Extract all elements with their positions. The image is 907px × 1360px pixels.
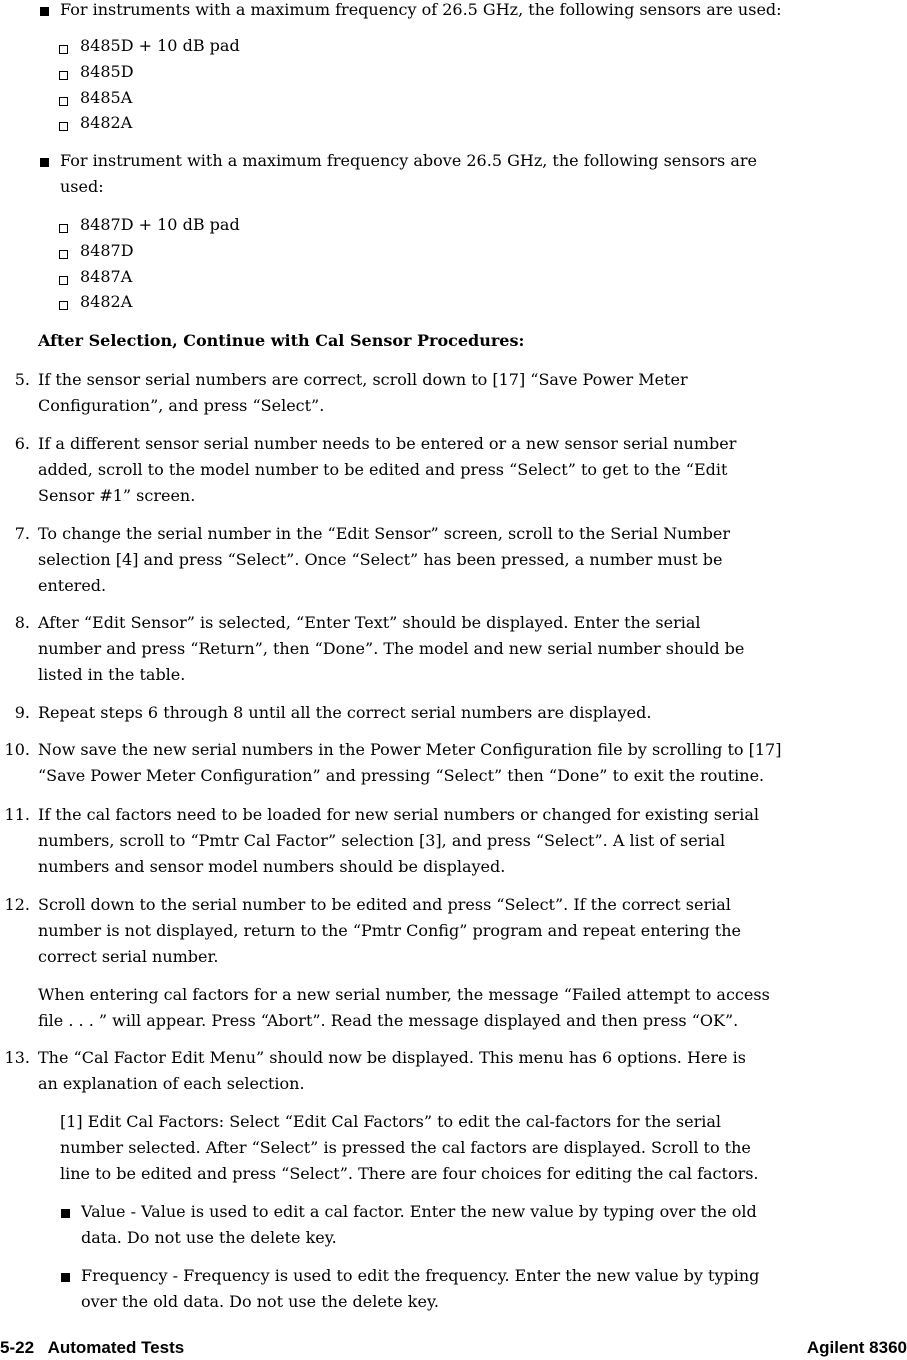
heading-block [0,328,907,354]
list-item-label: 8482A [80,292,133,312]
text-line: selection [4] and press “Select”. Once “Select” has been pressed, a number must be [38,549,723,569]
checkbox-square-icon [59,97,68,106]
list-item [0,289,907,315]
checkbox-square-icon [59,301,68,310]
bullet-square-icon [40,158,49,167]
text-line: over the old data. Do not use the delete key. [81,1291,439,1311]
bullet-block [0,148,907,200]
list-item [0,264,907,290]
text-line: line to be edited and press “Select”. There are four choices for editing the cal factors. [60,1163,759,1183]
list-item-label: 8485D + 10 dB pad [80,36,240,55]
list-item [0,212,907,238]
text-line: number selected. After “Select” is pressed the cal factors are displayed. Scroll to the [60,1137,751,1157]
text-line: For instruments with a maximum frequency of 26.5 GHz, the following sensors are used: [60,0,782,19]
text-line: Sensor #1” screen. [38,485,196,505]
para-block [0,982,907,1034]
bullet-square-icon [61,1273,70,1282]
step-item [0,802,907,879]
step-item [0,610,907,687]
text-line: After “Edit Sensor” is selected, “Enter Text” should be displayed. Enter the serial [38,613,701,632]
step-number: 8. [14,613,30,632]
text-line: Scroll down to the serial number to be edited and press “Select”. If the correct serial [38,895,731,914]
list-item [0,238,907,264]
text-line: numbers and sensor model numbers should be displayed. [38,856,506,876]
text-line: used: [60,176,104,196]
text-line: numbers, scroll to “Pmtr Cal Factor” selection [3], and press “Select”. A list of serial [38,830,726,850]
list-item-label: 8482A [80,113,133,133]
sensor-list [0,212,907,315]
text-line: To change the serial number in the “Edit Sensor” screen, scroll to the Serial Number [38,524,730,543]
subbullet-block [0,1263,907,1315]
text-line: data. Do not use the delete key. [81,1227,337,1247]
step-number: 9. [14,703,30,722]
footer-page-section: 5-22 Automated Tests [0,1338,185,1357]
text-line: If the sensor serial numbers are correct, scroll down to [17] “Save Power Meter [38,370,688,389]
step-number: 6. [14,434,30,453]
step-item [0,431,907,508]
step-item [0,367,907,419]
step-item [0,700,907,726]
checkbox-square-icon [59,224,68,233]
page-footer [0,1338,907,1360]
bullet-square-icon [61,1209,70,1218]
footer-product: Agilent 8360 [806,1338,907,1357]
sensor-list [0,33,907,136]
step-item [0,737,907,789]
list-item [0,33,907,59]
list-item [0,85,907,111]
step-item [0,892,907,969]
text-line: number and press “Return”, then “Done”. The model and new serial number should be [38,638,745,658]
text-line: added, scroll to the model number to be edited and press “Select” to get to the “Edit [38,459,728,479]
text-line: If the cal factors need to be loaded for new serial numbers or changed for existing serial [38,805,759,824]
list-item-label: 8485D [80,61,134,81]
step-item [0,521,907,598]
checkbox-square-icon [59,71,68,80]
step-number: 13. [4,1048,30,1067]
text-line: Frequency - Frequency is used to edit the frequency. Enter the new value by typing [81,1266,760,1285]
list-item [0,110,907,136]
text-line: entered. [38,575,107,595]
text-line: Configuration”, and press “Select”. [38,395,325,415]
text-line: [1] Edit Cal Factors: Select “Edit Cal Factors” to edit the cal-factors for the serial [60,1112,722,1131]
list-item [0,59,907,85]
text-line: “Save Power Meter Configuration” and pressing “Select” then “Done” to exit the routine. [38,765,765,785]
text-line: Now save the new serial numbers in the Power Meter Configuration file by scrolling to [17] [38,740,782,759]
step-number: 5. [14,370,30,389]
text-line: file . . . ” will appear. Press “Abort”. Read the message displayed and then press “OK”. [38,1010,739,1030]
text-line: Value - Value is used to edit a cal factor. Enter the new value by typing over the old [81,1202,757,1221]
step-number: 7. [14,524,30,543]
text-line: an explanation of each selection. [38,1073,305,1093]
list-item-label: 8485A [80,87,133,107]
text-line: If a different sensor serial number needs to be entered or a new sensor serial number [38,434,737,453]
step-item [0,1045,907,1097]
step-number: 10. [4,740,30,759]
list-item-label: 8487A [80,266,133,286]
subbullet-block [0,1199,907,1251]
checkbox-square-icon [59,122,68,131]
text-line: listed in the table. [38,664,186,684]
step-number: 11. [4,805,30,824]
text-line: When entering cal factors for a new serial number, the message “Failed attempt to access [38,985,770,1004]
text-line: number is not displayed, return to the “Pmtr Config” program and repeat entering the [38,920,741,940]
bullet-block [0,0,907,23]
list-item-label: 8487D + 10 dB pad [80,215,240,234]
text-line: After Selection, Continue with Cal Sensor Procedures: [38,331,525,350]
step-number: 12. [4,895,30,914]
subpara-block [0,1109,907,1186]
bullet-square-icon [40,7,49,16]
checkbox-square-icon [59,276,68,285]
list-item-label: 8487D [80,240,134,260]
text-line: correct serial number. [38,946,219,966]
checkbox-square-icon [59,250,68,259]
text-line: The “Cal Factor Edit Menu” should now be displayed. This menu has 6 options. Here is [38,1048,746,1067]
text-line: For instrument with a maximum frequency above 26.5 GHz, the following sensors are [60,151,757,170]
checkbox-square-icon [59,45,68,54]
text-line: Repeat steps 6 through 8 until all the correct serial numbers are displayed. [38,703,652,722]
